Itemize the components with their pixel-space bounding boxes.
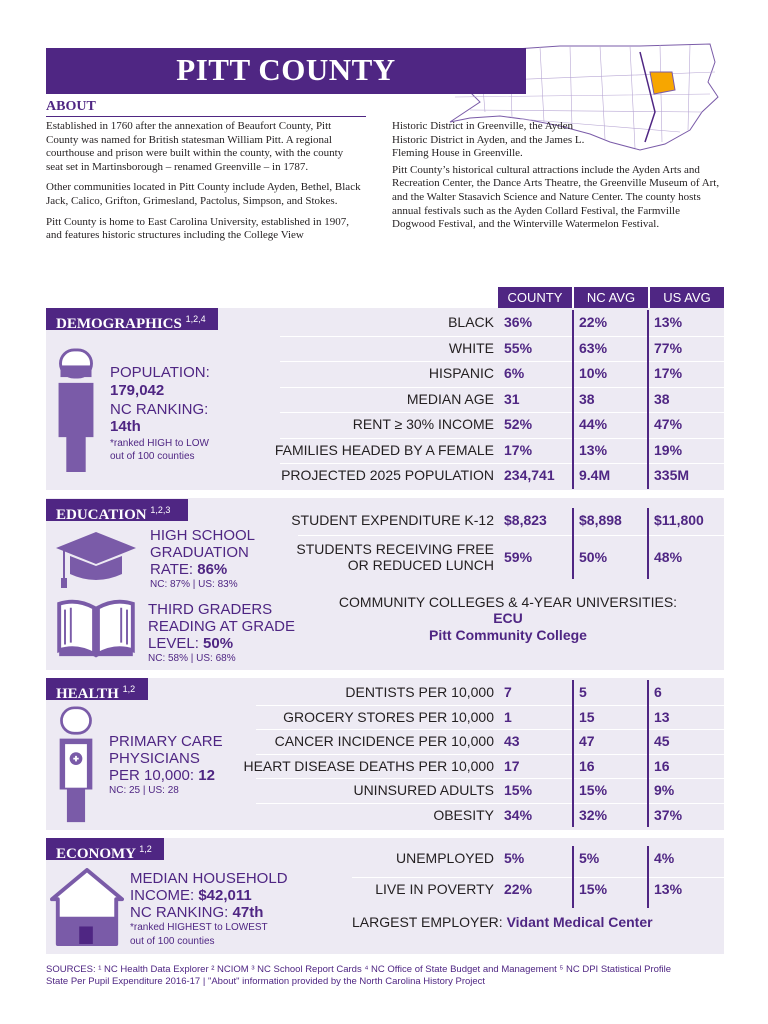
- college-item: Pitt Community College: [429, 627, 587, 643]
- reading-line: READING AT GRADE: [148, 618, 295, 635]
- demo-county-value: 17%: [504, 441, 533, 458]
- pcp-rate: PER 10,000: 12: [109, 767, 215, 784]
- column-divider: [647, 846, 649, 908]
- colleges-heading: COMMUNITY COLLEGES & 4-YEAR UNIVERSITIES:: [338, 594, 678, 610]
- health-row-label: DENTISTS PER 10,000: [345, 684, 494, 700]
- demo-nc-value: 10%: [579, 365, 608, 381]
- row-divider: [280, 361, 724, 362]
- demo-row-label: BLACK: [448, 314, 494, 330]
- row-divider: [352, 877, 724, 878]
- row-divider: [280, 438, 724, 439]
- education-heading: EDUCATION $^{1,2,3}$: [46, 499, 188, 521]
- edu-nc-value: 50%: [579, 549, 608, 565]
- income-line: MEDIAN HOUSEHOLD: [130, 870, 288, 887]
- econ-row-label: UNEMPLOYED: [395, 850, 494, 866]
- health-us-value: 16: [654, 757, 670, 774]
- graduation-note: NC: 87% | US: 83%: [150, 579, 238, 590]
- pcp-line: PRIMARY CARE: [109, 733, 223, 750]
- row-divider: [256, 803, 724, 804]
- demo-us-value: 77%: [654, 339, 683, 356]
- health-county-value: 17: [504, 757, 520, 774]
- econ-nc-value: 5%: [579, 850, 600, 866]
- edu-row-label: OR REDUCED LUNCH: [347, 557, 494, 573]
- health-nc-value: 16: [579, 757, 595, 774]
- health-row-label: HEART DISEASE DEATHS PER 10,000: [243, 757, 494, 774]
- demo-row-label: WHITE: [448, 339, 494, 356]
- health-heading: HEALTH $^{1,2}$: [46, 678, 148, 700]
- health-us-value: 13: [654, 708, 670, 725]
- row-divider: [298, 535, 724, 536]
- sources-footnote: SOURCES: ¹ NC Health Data Explorer ² NCIOM ³ NC School Report Cards ⁴ NC Office of State Budget and Management ⁵ NC DPI Statistical Profile State Per Pupil Expenditure 2016-17 | "About" information provided by the North Carolina History Project: [46, 964, 672, 987]
- demo-county-value: 6%: [504, 365, 525, 381]
- ranking-note: *ranked HIGH to LOW: [110, 438, 209, 449]
- column-divider: [572, 680, 574, 827]
- about-column-right: [392, 120, 722, 239]
- pcp-note: NC: 25 | US: 28: [109, 785, 179, 796]
- demo-nc-value: 9.4M: [579, 467, 611, 483]
- column-header-county: COUNTY: [498, 287, 572, 308]
- house-icon: [50, 868, 124, 946]
- health-county-value: 43: [504, 733, 520, 749]
- health-nc-value: 47: [579, 733, 595, 749]
- reading-rate: LEVEL: 50%: [148, 635, 234, 652]
- row-divider: [280, 463, 724, 464]
- edu-county-value: 59%: [504, 549, 533, 565]
- econ-county-value: 22%: [504, 881, 533, 897]
- econ-us-value: 4%: [654, 850, 675, 866]
- health-nc-value: 15: [579, 708, 595, 725]
- econ-nc-value: 15%: [579, 881, 608, 897]
- about-paragraph: Historic District in Greenville, the Ayden Historic District in Ayden, and the James L. Fleming House in Greenville.: [392, 120, 585, 160]
- health-us-value: 45: [654, 733, 670, 749]
- edu-us-value: $11,800: [654, 512, 704, 528]
- column-divider: [572, 310, 574, 489]
- demo-county-value: 52%: [504, 416, 533, 432]
- page-title: PITT COUNTY: [176, 52, 396, 87]
- graduation-cap-icon: [54, 528, 138, 592]
- graduation-line: HIGH SCHOOL: [150, 527, 256, 544]
- economy-heading: ECONOMY $^{1,2}$: [46, 838, 164, 860]
- demo-nc-value: 44%: [579, 416, 608, 432]
- health-row-label: UNINSURED ADULTS: [353, 782, 494, 798]
- demo-us-value: 47%: [654, 416, 683, 432]
- health-row-label: GROCERY STORES PER 10,000: [283, 708, 494, 725]
- ranking-note: out of 100 counties: [110, 451, 195, 462]
- open-book-icon: [54, 598, 138, 660]
- medical-person-icon: [56, 706, 96, 824]
- about-paragraph: Pitt County is home to East Carolina University, established in 1907, and features historic structures including the College View: [46, 215, 349, 242]
- person-icon: [56, 348, 96, 474]
- pcp-line: PHYSICIANS: [109, 750, 200, 767]
- graduation-rate: RATE: 86%: [150, 561, 228, 578]
- column-divider: [647, 310, 649, 489]
- demo-row-label: RENT ≥ 30% INCOME: [352, 416, 494, 432]
- demo-us-value: 13%: [654, 314, 683, 330]
- row-divider: [280, 412, 724, 413]
- health-row-label: OBESITY: [433, 806, 494, 823]
- column-divider: [572, 846, 574, 908]
- row-divider: [280, 336, 724, 337]
- demo-nc-value: 22%: [579, 314, 608, 330]
- demo-us-value: 17%: [654, 365, 683, 381]
- econ-county-value: 5%: [504, 850, 525, 866]
- row-divider: [280, 387, 724, 388]
- demo-county-value: 31: [504, 390, 520, 407]
- edu-row-label: STUDENTS RECEIVING FREE: [296, 541, 494, 557]
- econ-row-label: LIVE IN POVERTY: [375, 881, 494, 897]
- demo-nc-value: 13%: [579, 441, 608, 458]
- graduation-line: GRADUATION: [150, 544, 249, 561]
- income-value: INCOME: $42,011: [130, 887, 252, 904]
- demographics-heading: DEMOGRAPHICS $^{1,2,4}$: [46, 308, 218, 330]
- economy-ranking: NC RANKING: 47th: [130, 904, 264, 921]
- row-divider: [256, 705, 724, 706]
- demo-us-value: 38: [654, 390, 670, 407]
- demo-row-label: FAMILIES HEADED BY A FEMALE: [274, 441, 494, 458]
- demo-county-value: 234,741: [504, 467, 555, 483]
- about-heading: ABOUT: [46, 99, 96, 114]
- reading-line: THIRD GRADERS: [148, 601, 273, 618]
- column-divider: [647, 680, 649, 827]
- econ-us-value: 13%: [654, 881, 683, 897]
- college-item: ECU: [493, 610, 523, 626]
- health-county-value: 1: [504, 708, 512, 725]
- demo-row-label: HISPANIC: [428, 365, 494, 381]
- column-divider: [647, 508, 649, 579]
- demo-us-value: 19%: [654, 441, 683, 458]
- about-divider: [46, 116, 366, 117]
- row-divider: [256, 778, 724, 779]
- edu-nc-value: $8,898: [579, 512, 622, 528]
- population-label: POPULATION:: [110, 364, 210, 381]
- health-nc-value: 15%: [579, 782, 608, 798]
- reading-note: NC: 58% | US: 68%: [148, 653, 236, 664]
- about-paragraph: Established in 1760 after the annexation of Beaufort County, Pitt County was named for British statesman William Pitt. A regional courthouse and prison were built within the county, with the county seat set in Martinsborough – renamed Greenville – in 1787.: [46, 120, 344, 173]
- health-nc-value: 32%: [579, 806, 608, 823]
- about-paragraph: Pitt County’s historical cultural attractions include the Ayden Arts and Recreation Center, the Dance Arts Theatre, the Greenville Museum of Art, and the Walter Stasavich Science and Nature Center. The county hosts annual festivals such as the Ayden Collard Festival, the Farmville Dogwood Festival, and the Winterville Watermelon Festival.: [392, 163, 720, 231]
- about-column-left: [46, 120, 361, 250]
- economy-note: out of 100 counties: [130, 936, 215, 947]
- demo-us-value: 335M: [654, 467, 690, 483]
- column-divider: [572, 508, 574, 579]
- row-divider: [256, 754, 724, 755]
- health-county-value: 15%: [504, 782, 533, 798]
- health-row-label: CANCER INCIDENCE PER 10,000: [274, 733, 494, 749]
- ranking-value: 14th: [110, 418, 141, 435]
- health-county-value: 7: [504, 684, 512, 700]
- edu-us-value: 48%: [654, 549, 683, 565]
- health-nc-value: 5: [579, 684, 587, 700]
- population-value: 179,042: [110, 382, 165, 399]
- largest-employer: LARGEST EMPLOYER: Vidant Medical Center: [352, 914, 653, 930]
- column-header-nc-avg: NC AVG: [574, 287, 648, 308]
- health-us-value: 9%: [654, 782, 675, 798]
- demo-county-value: 55%: [504, 339, 533, 356]
- health-us-value: 37%: [654, 806, 683, 823]
- demo-row-label: MEDIAN AGE: [406, 390, 494, 407]
- edu-row-label: STUDENT EXPENDITURE K-12: [291, 512, 494, 528]
- health-county-value: 34%: [504, 806, 533, 823]
- health-us-value: 6: [654, 684, 662, 700]
- demo-nc-value: 38: [579, 390, 595, 407]
- economy-note: *ranked HIGHEST to LOWEST: [130, 922, 268, 933]
- about-paragraph: Other communities located in Pitt County include Ayden, Bethel, Black Jack, Calico, Grifton, Grimesland, Pactolus, Simpson, and Stokes.: [46, 181, 361, 207]
- demo-row-label: PROJECTED 2025 POPULATION: [281, 467, 494, 483]
- demo-county-value: 36%: [504, 314, 533, 330]
- row-divider: [256, 729, 724, 730]
- demo-nc-value: 63%: [579, 339, 608, 356]
- ranking-label: NC RANKING:: [110, 401, 209, 418]
- edu-county-value: $8,823: [504, 512, 547, 528]
- column-header-us-avg: US AVG: [650, 287, 724, 308]
